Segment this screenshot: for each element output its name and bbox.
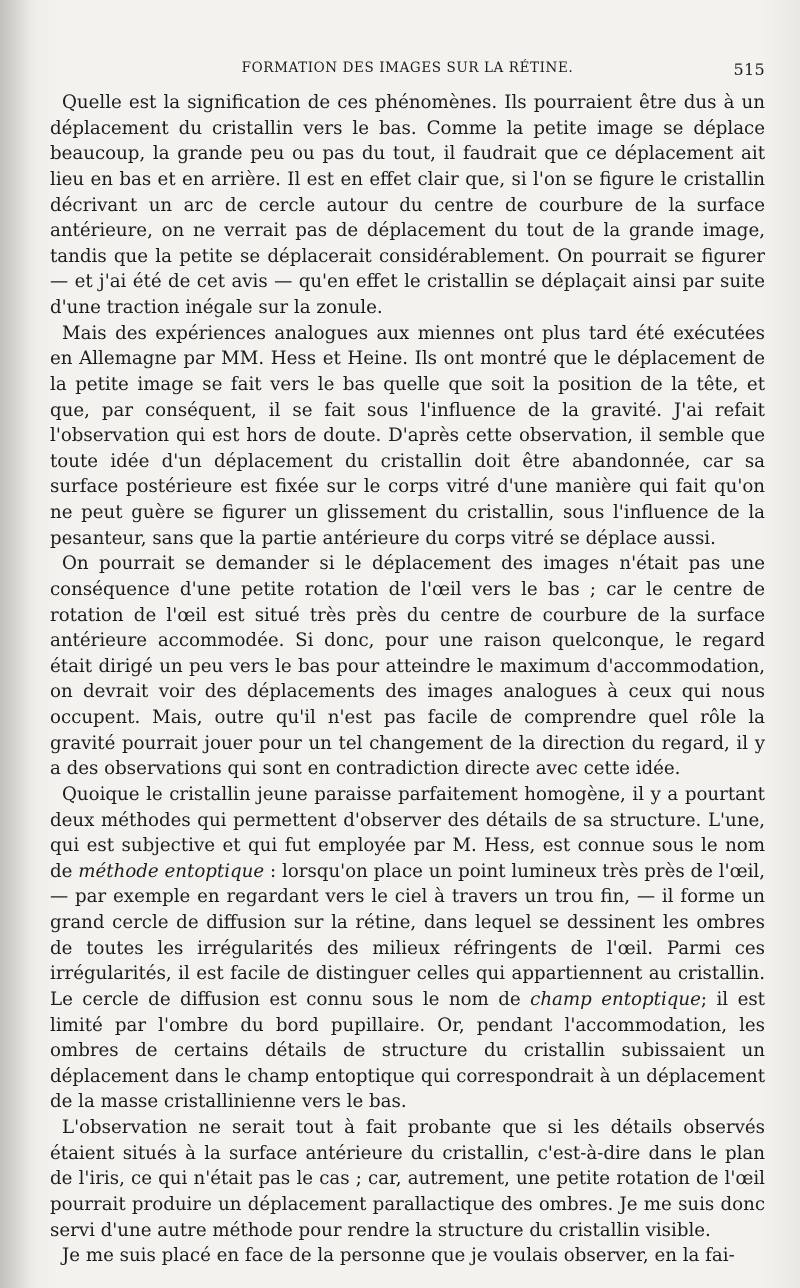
paragraph-4-part-2: : lorsqu'on place un point lumineux très près de l'œil, — par exemple en regardant vers le ciel à travers un trou fin, — il forme un grand cercle de diffusion sur la rétine, dans lequel se dessinent les ombres de toutes les irrégularités des milieux réfringents de l'œil. Parmi ces irrégularités, il est facile de distinguer celles qui appartiennent au cristallin. Le cercle de diffusion est connu sous le nom de [50, 860, 766, 1010]
running-title: FORMATION DES IMAGES SUR LA RÉTINE. [241, 60, 574, 76]
body-text [50, 90, 765, 1269]
page-gutter-shadow [0, 0, 38, 1288]
page-header [50, 60, 765, 86]
paragraph-3: On pourrait se demander si le déplacement des images n'était pas une conséquence d'une petite rotation de l'œil vers le bas ; car le centre de rotation de l'œil est situé très près du centre de courbure de la surface antérieure accommodée. Si donc, pour une raison quelconque, le regard était dirigé un peu vers le bas pour atteindre le maximum d'accommodation, on devrait voir des déplacements des images analogues à ceux qui nous occupent. Mais, outre qu'il n'est pas facile de comprendre quel rôle la gravité pourrait jouer pour un tel changement de la direction du regard, il y a des observations qui sont en contradiction directe avec cette idée. [50, 553, 765, 780]
methode-entoptique-term: méthode entoptique [78, 860, 265, 882]
paragraph-6: Je me suis placé en face de la personne que je voulais observer, en la fai- [62, 1245, 735, 1267]
paragraph-1: Quelle est la signification de ces phénomènes. Ils pourraient être dus à un déplacement du cristallin vers le bas. Comme la petite image se déplace beaucoup, la grande peu ou pas du tout, il faudrait que ce déplacement ait lieu en bas et en arrière. Il est en effet clair que, si l'on se figure le cristallin décrivant un arc de cercle autour du centre de courbure de la surface antérieure, on ne verrait pas de déplacement du tout de la grande image, tandis que la petite se déplacerait considérablement. On pourrait se figurer — et j'ai été de cet avis — qu'en effet le cristallin se déplaçait ainsi par suite d'une traction inégale sur la zonule. [50, 92, 765, 318]
paragraph-4-part-1: Quoique le cristallin jeune paraisse parfaitement homogène, il y a pourtant deux méthodes qui permettent d'observer des détails de sa structure. L'une, qui est subjective et qui fut employée par M. Hess, est connue sous le nom de [50, 783, 765, 882]
paragraph-4-part-3: ; il est limité par l'ombre du bord pupillaire. Or, pendant l'accommodation, les ombres de certains détails de structure du cristallin subissaient un déplacement dans le champ entoptique qui correspondrait à un déplacement de la masse cristallinienne vers le bas. [50, 988, 765, 1113]
champ-entoptique-term: champ entoptique [530, 988, 701, 1010]
paragraph-4 [50, 782, 765, 1115]
paragraph-2: Mais des expériences analogues aux miennes ont plus tard été exécutées en Allemagne par MM. Hess et Heine. Ils ont montré que le déplacement de la petite image se fait vers le bas quelle que soit la position de la tête, et que, par conséquent, il se fait sous l'influence de la gravité. J'ai refait l'observation qui est hors de doute. D'après cette observation, il semble que toute idée d'un déplacement du cristallin doit être abandonnée, car sa surface postérieure est fixée sur le corps vitré d'une manière qui fait qu'on ne peut guère se figurer un glissement du cristallin, sous l'influence de la pesanteur, sans que la partie antérieure du corps vitré se déplace aussi. [50, 322, 765, 549]
paragraph-5: L'observation ne serait tout à fait probante que si les détails observés étaient situés à la surface antérieure du cristallin, c'est-à-dire dans le plan de l'iris, ce qui n'était pas le cas ; car, autrement, une petite rotation de l'œil pourrait produire un déplacement parallactique des ombres. Je me suis donc servi d'une autre méthode pour rendre la structure du cristallin visible. [50, 1117, 765, 1241]
page-number: 515 [733, 60, 765, 79]
